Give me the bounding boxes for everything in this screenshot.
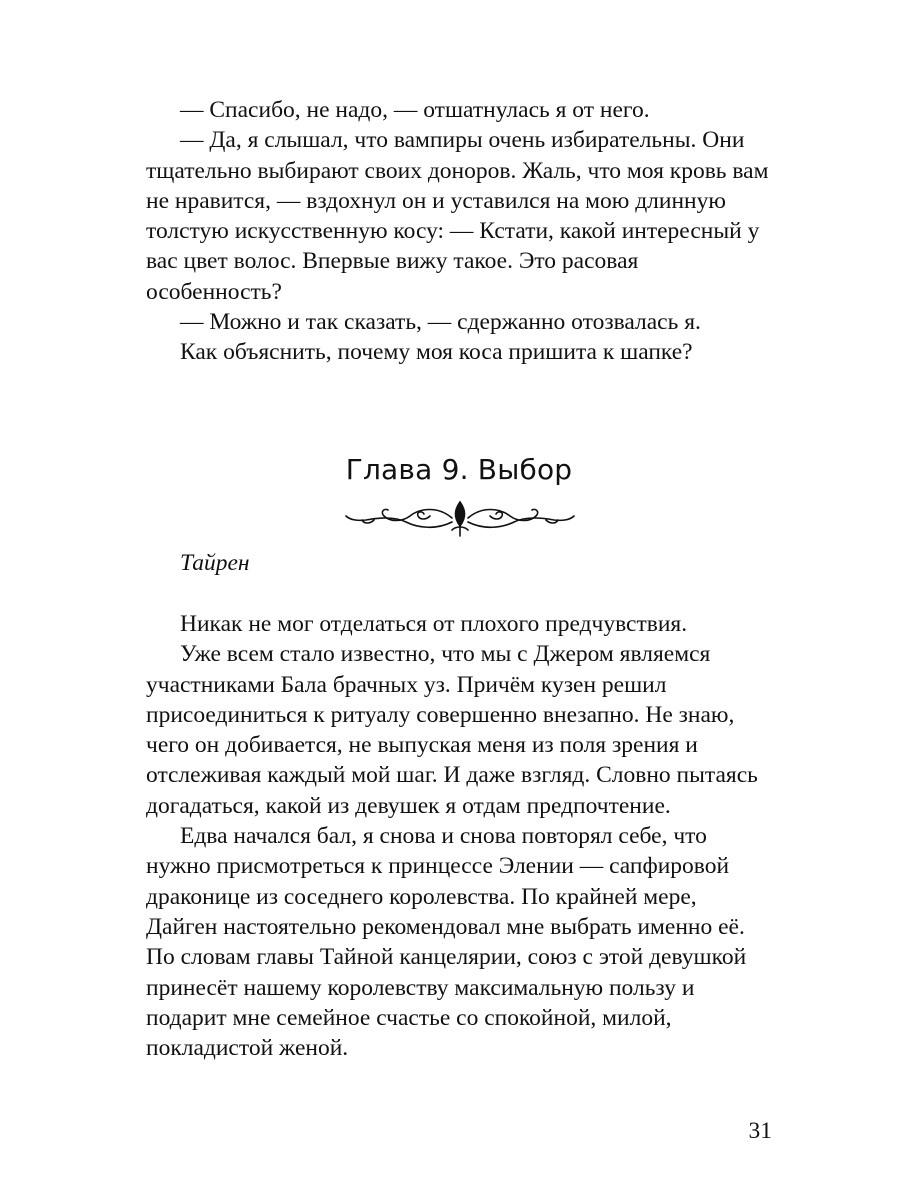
paragraph: — Спасибо, не надо, — отшатнулась я от него.: [180, 97, 650, 123]
paragraph: — Да, я слышал, что вампиры очень избирательны. Они тщательно выбирают своих доноров. Жаль, что моя кровь вам не нравится, — вздохнул он и уставился на мою длинную толстую искусственную косу: — Кстати, какой интересный у вас цвет волос. Впервые вижу такое. Это расовая особенность?: [146, 127, 769, 305]
pov-character-label: Тайрен: [180, 550, 250, 576]
paragraph: — Можно и так сказать, — сдержанно отозвалась я.: [180, 309, 701, 336]
paragraph: Как объяснить, почему моя коса пришита к шапке?: [180, 339, 693, 366]
chapter-title: Глава 9. Выбор: [345, 453, 573, 486]
previous-chapter-text: [146, 95, 772, 368]
paragraph: Уже всем стало известно, что мы с Джером являемся участниками Бала брачных уз. Причём кузен решил присоединиться к ритуалу совершенно внезапно. Не знаю, чего он добивается, не выпуская меня из поля зрения и отслеживая каждый мой шаг. И даже взгляд. Словно пытаясь догадаться, какой из девушек я отдам предпочтение.: [146, 641, 758, 819]
flourish-divider-icon: [340, 496, 580, 540]
paragraph: Никак не мог отделаться от плохого предчувствия.: [180, 611, 688, 637]
page-number: 31: [748, 1118, 772, 1144]
chapter-text: [146, 609, 772, 1063]
paragraph: Едва начался бал, я снова и снова повторял себе, что нужно присмотреться к принцессе Элении — сапфировой драконице из соседнего королевства. По крайней мере, Дайген настоятельно рекомендовал мне выбрать именно её. По словам главы Тайной канцелярии, союз с этой девушкой принесёт нашему королевству максимальную пользу и подарит мне семейное счастье со спокойной, милой, покладистой женой.: [146, 823, 747, 1062]
